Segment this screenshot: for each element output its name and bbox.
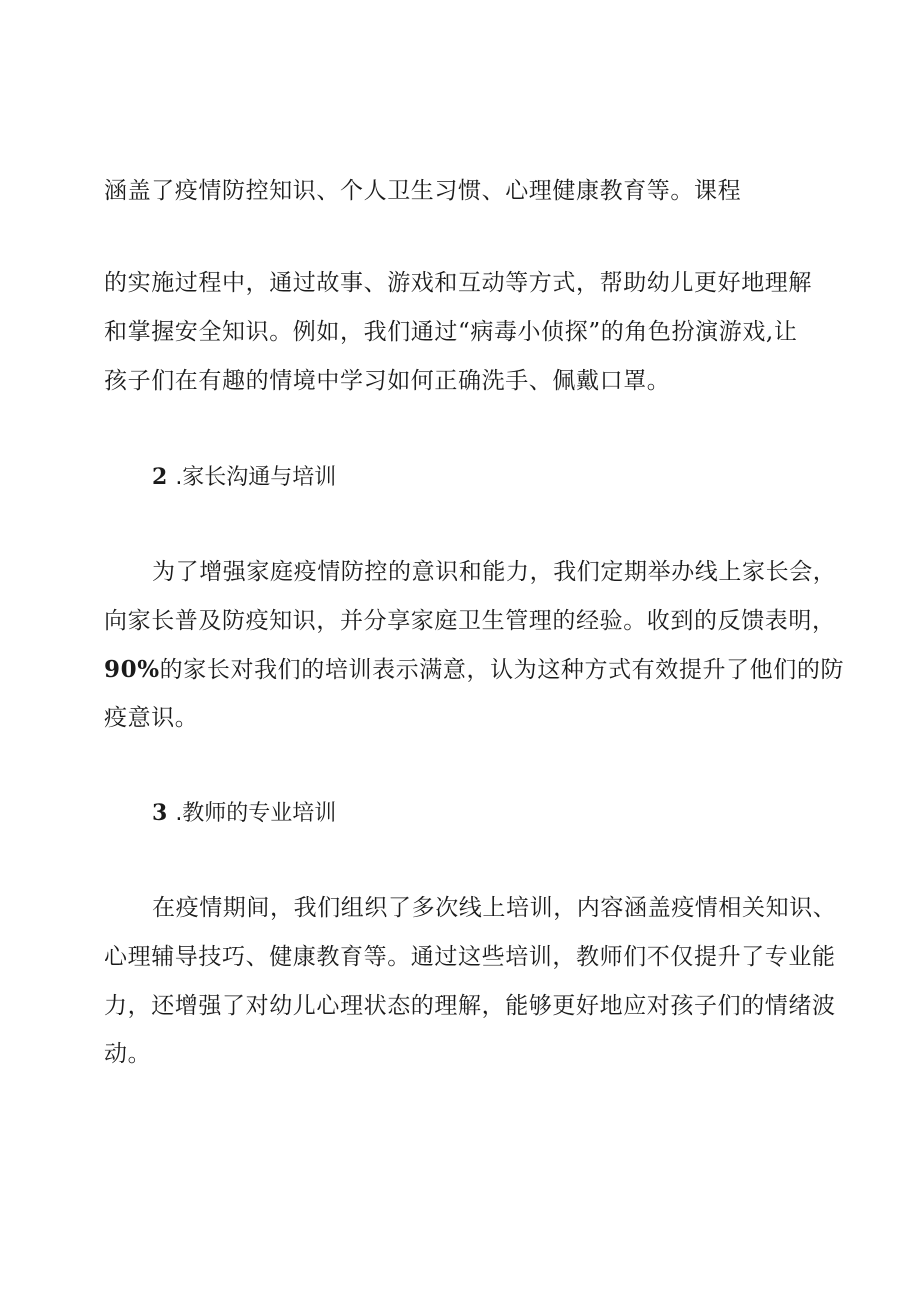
section-3-heading [152,798,336,829]
intro-paragraph-line-3: 和掌握安全知识。例如，我们通过“病毒小侦探”的角色扮演游戏,让 [104,319,798,345]
section-3-title: .教师的专业培训 [175,801,337,826]
section-2-paragraph-line-2: 向家长普及防疫知识，并分享家庭卫生管理的经验。收到的反馈表明， [104,608,836,634]
section-2-title: .家长沟通与培训 [175,465,337,490]
section-2-paragraph-line-1: 为了增强家庭疫情防控的意识和能力，我们定期举办线上家长会， [152,559,837,585]
section-3-paragraph-line-1: 在疫情期间，我们组织了多次线上培训，内容涵盖疫情相关知识、 [152,895,837,921]
section-2-paragraph-line-3 [104,655,844,685]
section-2-paragraph-line-4: 疫意识。 [104,705,199,731]
section-3-paragraph-line-2: 心理辅导技巧、健康教育等。通过这些培训，教师们不仅提升了专业能 [104,944,836,970]
section-3-paragraph-line-3: 力，还增强了对幼儿心理状态的理解，能够更好地应对孩子们的情绪波 [104,993,836,1019]
intro-paragraph-line-1: 涵盖了疫情防控知识、个人卫生习惯、心理健康教育等。课程 [104,178,742,204]
section-3-number: 3 [152,800,168,826]
intro-paragraph-line-2: 的实施过程中，通过故事、游戏和互动等方式，帮助幼儿更好地理解 [104,270,812,296]
section-3-paragraph-line-4: 动。 [104,1041,152,1067]
section-2-paragraph-line-3-text: 的家长对我们的培训表示满意，认为这种方式有效提升了他们的防 [159,657,845,683]
intro-paragraph-line-4: 孩子们在有趣的情境中学习如何正确洗手、佩戴口罩。 [104,368,671,394]
section-2-heading [152,462,336,493]
satisfaction-percentage: 90% [104,656,160,683]
section-2-number: 2 [152,464,168,490]
